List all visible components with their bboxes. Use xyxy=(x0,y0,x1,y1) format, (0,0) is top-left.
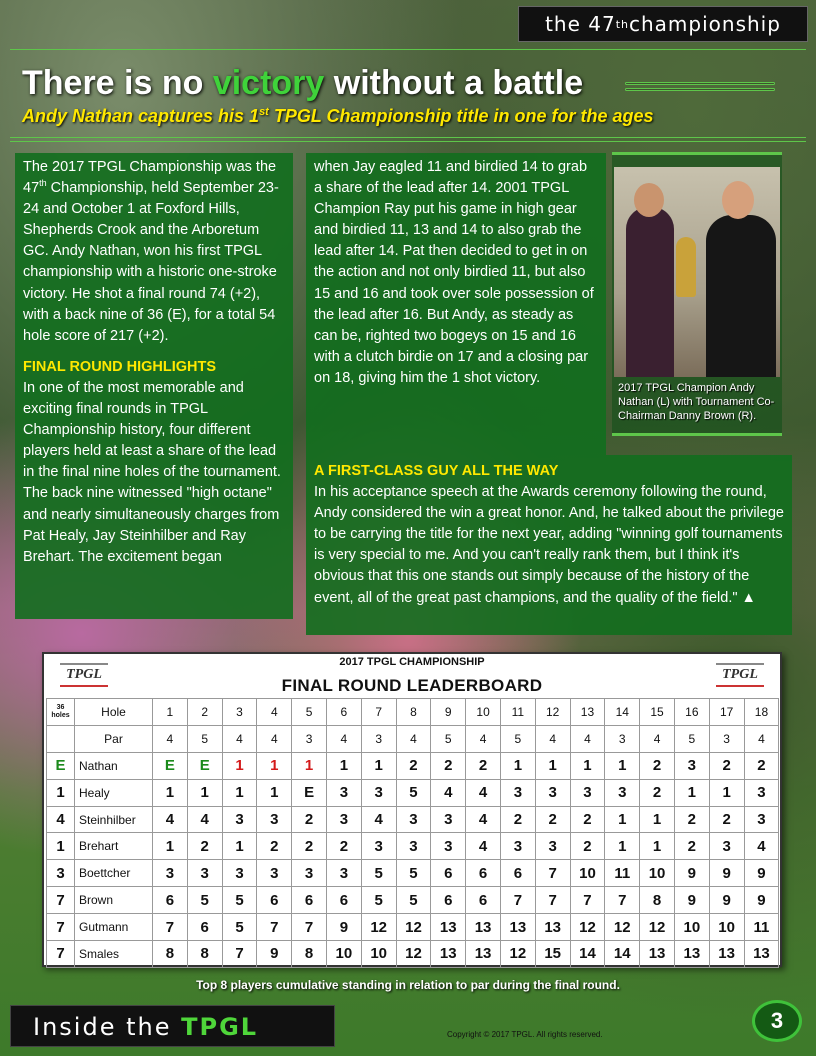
badge-text-end: championship xyxy=(629,12,781,36)
score-cell: 2 xyxy=(535,806,570,833)
score-cell: 7 xyxy=(153,914,188,941)
score-cell: 2 xyxy=(396,752,431,779)
score-cell: 1 xyxy=(361,752,396,779)
leaderboard-table xyxy=(46,698,779,968)
score-cell: 3 xyxy=(326,779,361,806)
top-divider xyxy=(10,49,806,50)
score-cell: 3 xyxy=(570,779,605,806)
score-cell: 7 xyxy=(292,914,327,941)
par-value: 4 xyxy=(744,725,779,752)
score-cell: 1 xyxy=(153,833,188,860)
score-cell: 10 xyxy=(361,941,396,968)
par-value: 4 xyxy=(535,725,570,752)
score-cell: 6 xyxy=(500,860,535,887)
par-value: 4 xyxy=(326,725,361,752)
score-cell: 13 xyxy=(431,914,466,941)
hole-number: 6 xyxy=(326,699,361,726)
score-cell: 3 xyxy=(326,806,361,833)
headline-part1: There is no xyxy=(22,64,213,102)
score-cell: 7 xyxy=(570,887,605,914)
hole-number: 1 xyxy=(153,699,188,726)
score-cell: 3 xyxy=(222,860,257,887)
player-row xyxy=(47,779,779,806)
article-column-2 xyxy=(306,153,606,455)
par-value: 3 xyxy=(709,725,744,752)
player-name: Boettcher xyxy=(75,860,153,887)
score-cell: 2 xyxy=(640,752,675,779)
score-cell: 5 xyxy=(222,914,257,941)
hole-row xyxy=(47,699,779,726)
player-row xyxy=(47,941,779,968)
hole-number: 18 xyxy=(744,699,779,726)
brand-banner xyxy=(10,1005,335,1047)
score-cell: 10 xyxy=(709,914,744,941)
score-cell: 4 xyxy=(466,779,501,806)
score-cell: 9 xyxy=(674,887,709,914)
score-cell: 3 xyxy=(500,833,535,860)
brand-highlight: TPGL xyxy=(181,1013,259,1041)
score-cell: 11 xyxy=(605,860,640,887)
start-position: 7 xyxy=(47,914,75,941)
score-cell: 3 xyxy=(396,833,431,860)
score-cell: 2 xyxy=(570,806,605,833)
score-cell: 3 xyxy=(187,860,222,887)
acceptance-paragraph: In his acceptance speech at the Awards ceremony following the round, Andy considered the win a great honor. And, he talked about the privilege to be carrying the title for the next year, adding "winning golf tournaments is very special to me. And you can't really rank them, but I think it's obvious that this one stands out simply because of the history of the event, all of the great past champions, and the quality of the field." ▲ xyxy=(314,484,784,606)
score-cell: 1 xyxy=(640,833,675,860)
continuation-paragraph: when Jay eagled 11 and birdied 14 to grab a share of the lead after 14. 2001 TPGL Champion Ray put his game in high gear and birdied 11, 13 and 14 to also grab the lead after 14. Pat then decided to get in on the action and not only birdied 11, but also 15 and 16 and took over sole possession of the lead after 16. But Andy, as steady as can be, righted two bogeys on 15 and 16 with a clutch birdie on 17 and a closing par on 18, giving him the 1 shot victory. xyxy=(314,159,594,386)
headline-decoration xyxy=(625,82,775,94)
score-cell: 2 xyxy=(326,833,361,860)
player-row xyxy=(47,914,779,941)
score-cell: 13 xyxy=(466,941,501,968)
score-cell: 3 xyxy=(326,860,361,887)
hole-number: 17 xyxy=(709,699,744,726)
score-cell: 9 xyxy=(709,887,744,914)
score-cell: 3 xyxy=(431,806,466,833)
score-cell: 12 xyxy=(361,914,396,941)
subhead-text-end: TPGL Championship title in one for the ages xyxy=(268,106,654,126)
hole-number: 12 xyxy=(535,699,570,726)
score-cell: 1 xyxy=(570,752,605,779)
start-position: 7 xyxy=(47,887,75,914)
leaderboard-title: 2017 TPGL CHAMPIONSHIP xyxy=(339,656,485,668)
score-cell: 9 xyxy=(326,914,361,941)
hole-label: Hole xyxy=(75,699,153,726)
score-cell: 1 xyxy=(605,806,640,833)
score-cell: 1 xyxy=(535,752,570,779)
score-cell: 5 xyxy=(222,887,257,914)
page-subheadline xyxy=(22,106,654,127)
score-cell: 10 xyxy=(640,860,675,887)
brand-text: Inside the xyxy=(33,1013,182,1041)
score-cell: 13 xyxy=(500,914,535,941)
score-cell: 13 xyxy=(744,941,779,968)
score-cell: 1 xyxy=(605,752,640,779)
leaderboard-footnote: Top 8 players cumulative standing in relation to par during the final round. xyxy=(196,978,620,992)
score-cell: 3 xyxy=(361,833,396,860)
score-cell: 15 xyxy=(535,941,570,968)
score-cell: 2 xyxy=(431,752,466,779)
score-cell: 2 xyxy=(500,806,535,833)
person-right xyxy=(706,215,776,377)
score-cell: 3 xyxy=(500,779,535,806)
par-value: 4 xyxy=(257,725,292,752)
photo-panel xyxy=(612,152,782,436)
hole-number: 3 xyxy=(222,699,257,726)
score-cell: 3 xyxy=(535,833,570,860)
copyright: Copyright © 2017 TPGL. All rights reserved. xyxy=(447,1030,603,1039)
score-cell: 5 xyxy=(396,860,431,887)
champion-photo xyxy=(614,167,780,377)
score-cell: 2 xyxy=(292,833,327,860)
section-heading-final-round: FINAL ROUND HIGHLIGHTS xyxy=(23,358,217,375)
score-cell: 2 xyxy=(187,833,222,860)
score-cell: 13 xyxy=(466,914,501,941)
score-cell: 11 xyxy=(744,914,779,941)
score-cell: 5 xyxy=(396,887,431,914)
leaderboard-subtitle: FINAL ROUND LEADERBOARD xyxy=(281,676,543,695)
score-cell: 3 xyxy=(744,779,779,806)
start-position: 1 xyxy=(47,833,75,860)
page-headline xyxy=(22,64,583,103)
score-cell: 1 xyxy=(187,779,222,806)
score-cell: 1 xyxy=(326,752,361,779)
start-position: 3 xyxy=(47,860,75,887)
score-cell: 3 xyxy=(292,860,327,887)
score-cell: 2 xyxy=(292,806,327,833)
score-cell: 14 xyxy=(570,941,605,968)
score-cell: 4 xyxy=(431,779,466,806)
person-right-head xyxy=(722,181,754,219)
player-name: Gutmann xyxy=(75,914,153,941)
person-left-head xyxy=(634,183,664,217)
intro-text: The 2017 TPGL Championship was the 47 xyxy=(23,159,277,197)
score-cell: 6 xyxy=(466,860,501,887)
score-cell: 2 xyxy=(674,833,709,860)
score-cell: 3 xyxy=(535,779,570,806)
start-position: 1 xyxy=(47,779,75,806)
score-cell: 1 xyxy=(640,806,675,833)
tpgl-logo-right: TPGL xyxy=(716,663,764,687)
hole-number: 10 xyxy=(466,699,501,726)
headline-highlight: victory xyxy=(212,64,325,102)
score-cell: 5 xyxy=(187,887,222,914)
par-value: 4 xyxy=(466,725,501,752)
score-cell: 9 xyxy=(744,887,779,914)
hole-number: 15 xyxy=(640,699,675,726)
badge-text: the 47 xyxy=(545,12,616,36)
score-cell: 5 xyxy=(361,887,396,914)
score-cell: 6 xyxy=(466,887,501,914)
score-cell: 12 xyxy=(396,941,431,968)
par-value: 4 xyxy=(153,725,188,752)
score-cell: 4 xyxy=(744,833,779,860)
score-cell: 1 xyxy=(709,779,744,806)
score-cell: 3 xyxy=(674,752,709,779)
hole-number: 13 xyxy=(570,699,605,726)
par-row xyxy=(47,725,779,752)
score-cell: 10 xyxy=(570,860,605,887)
hole-number: 7 xyxy=(361,699,396,726)
par-value: 4 xyxy=(396,725,431,752)
hole-number: 4 xyxy=(257,699,292,726)
score-cell: 12 xyxy=(640,914,675,941)
score-cell: 10 xyxy=(674,914,709,941)
score-cell: 2 xyxy=(570,833,605,860)
score-cell: 3 xyxy=(257,806,292,833)
headline-part3: without a battle xyxy=(324,64,584,102)
score-cell: 1 xyxy=(674,779,709,806)
score-cell: 2 xyxy=(709,806,744,833)
score-cell: 4 xyxy=(153,806,188,833)
player-name: Steinhilber xyxy=(75,806,153,833)
score-cell: 2 xyxy=(640,779,675,806)
score-cell: 12 xyxy=(500,941,535,968)
trophy xyxy=(676,237,696,297)
score-cell: 9 xyxy=(257,941,292,968)
score-cell: 5 xyxy=(361,860,396,887)
hole-number: 16 xyxy=(674,699,709,726)
score-cell: 3 xyxy=(222,806,257,833)
hole-number: 11 xyxy=(500,699,535,726)
score-cell: 2 xyxy=(674,806,709,833)
score-cell: 1 xyxy=(222,833,257,860)
intro-paragraph xyxy=(23,157,285,347)
score-cell: 9 xyxy=(709,860,744,887)
score-cell: 8 xyxy=(153,941,188,968)
score-cell: 7 xyxy=(257,914,292,941)
par-value: 3 xyxy=(361,725,396,752)
score-cell: 1 xyxy=(257,752,292,779)
par-value: 4 xyxy=(570,725,605,752)
score-cell: 2 xyxy=(744,752,779,779)
score-cell: 9 xyxy=(674,860,709,887)
hole-number: 14 xyxy=(605,699,640,726)
score-cell: 4 xyxy=(187,806,222,833)
score-cell: 3 xyxy=(605,779,640,806)
score-cell: 1 xyxy=(500,752,535,779)
score-cell: 3 xyxy=(709,833,744,860)
hole-number: 8 xyxy=(396,699,431,726)
score-cell: 6 xyxy=(292,887,327,914)
score-cell: 8 xyxy=(640,887,675,914)
score-cell: E xyxy=(153,752,188,779)
score-cell: 1 xyxy=(257,779,292,806)
score-cell: 3 xyxy=(431,833,466,860)
person-left xyxy=(626,207,674,377)
subhead-divider xyxy=(10,137,806,145)
final-round-paragraph: In one of the most memorable and exciting final rounds in TPGL Championship history, four different players held at least a share of the lead in the final nine holes of the tournament. The back nine witnessed "high octane" and nearly simultaneously charges from Pat Healy, Jay Steinhilber and Ray Brehart. The excitement began xyxy=(23,379,281,565)
score-cell: 6 xyxy=(257,887,292,914)
score-cell: 9 xyxy=(744,860,779,887)
score-cell: 6 xyxy=(431,860,466,887)
corner-label: 36 holes xyxy=(47,699,75,726)
player-name: Brown xyxy=(75,887,153,914)
start-position: E xyxy=(47,752,75,779)
par-value: 5 xyxy=(500,725,535,752)
player-row xyxy=(47,752,779,779)
score-cell: 4 xyxy=(361,806,396,833)
championship-badge xyxy=(518,6,808,42)
par-value: 4 xyxy=(222,725,257,752)
score-cell: 14 xyxy=(605,941,640,968)
player-row xyxy=(47,860,779,887)
section-heading-first-class: A FIRST-CLASS GUY ALL THE WAY xyxy=(314,463,559,479)
score-cell: 2 xyxy=(709,752,744,779)
score-cell: 3 xyxy=(153,860,188,887)
score-cell: 3 xyxy=(361,779,396,806)
score-cell: E xyxy=(187,752,222,779)
score-cell: 7 xyxy=(605,887,640,914)
score-cell: 12 xyxy=(570,914,605,941)
player-name: Healy xyxy=(75,779,153,806)
article-column-1 xyxy=(15,153,293,619)
start-position: 7 xyxy=(47,941,75,968)
score-cell: 13 xyxy=(431,941,466,968)
score-cell: 8 xyxy=(292,941,327,968)
par-value: 4 xyxy=(640,725,675,752)
score-cell: 7 xyxy=(222,941,257,968)
score-cell: 2 xyxy=(257,833,292,860)
par-value: 5 xyxy=(431,725,466,752)
score-cell: 13 xyxy=(640,941,675,968)
tpgl-logo-left: TPGL xyxy=(60,663,108,687)
score-cell: 12 xyxy=(605,914,640,941)
player-name: Nathan xyxy=(75,752,153,779)
score-cell: 4 xyxy=(466,806,501,833)
par-value: 3 xyxy=(605,725,640,752)
par-value: 5 xyxy=(674,725,709,752)
player-row xyxy=(47,887,779,914)
score-cell: 5 xyxy=(396,779,431,806)
score-cell: 6 xyxy=(187,914,222,941)
score-cell: 1 xyxy=(222,752,257,779)
photo-caption: 2017 TPGL Champion Andy Nathan (L) with Tournament Co-Chairman Danny Brown (R). xyxy=(618,382,775,422)
subhead-superscript: st xyxy=(259,106,269,118)
score-cell: 1 xyxy=(605,833,640,860)
article-column-3 xyxy=(306,455,792,635)
score-cell: 10 xyxy=(326,941,361,968)
score-cell: 13 xyxy=(535,914,570,941)
score-cell: 1 xyxy=(292,752,327,779)
player-name: Smales xyxy=(75,941,153,968)
hole-number: 2 xyxy=(187,699,222,726)
score-cell: 2 xyxy=(466,752,501,779)
player-name: Brehart xyxy=(75,833,153,860)
par-value: 3 xyxy=(292,725,327,752)
score-cell: 7 xyxy=(535,887,570,914)
score-cell: 1 xyxy=(153,779,188,806)
hole-number: 5 xyxy=(292,699,327,726)
score-cell: 3 xyxy=(744,806,779,833)
start-position: 4 xyxy=(47,806,75,833)
score-cell: 6 xyxy=(326,887,361,914)
score-cell: 3 xyxy=(257,860,292,887)
subhead-text: Andy Nathan captures his 1 xyxy=(22,106,260,126)
hole-number: 9 xyxy=(431,699,466,726)
score-cell: 3 xyxy=(396,806,431,833)
score-cell: 7 xyxy=(500,887,535,914)
score-cell: 7 xyxy=(535,860,570,887)
leaderboard xyxy=(42,652,782,967)
par-label: Par xyxy=(75,725,153,752)
intro-text-end: Championship, held September 23-24 and October 1 at Foxford Hills, Shepherds Crook and the Arboretum GC. Andy Nathan, won his first TPGL championship with a historic one-stroke victory. He shot a final round 74 (+2), with a back nine of 36 (E), for a total 54 hole score of 217 (+2). xyxy=(23,180,279,344)
score-cell: E xyxy=(292,779,327,806)
badge-superscript: th xyxy=(615,17,629,31)
empty-cell xyxy=(47,725,75,752)
score-cell: 8 xyxy=(187,941,222,968)
score-cell: 1 xyxy=(222,779,257,806)
intro-superscript: th xyxy=(39,178,47,189)
page-number: 3 xyxy=(752,1000,802,1042)
score-cell: 6 xyxy=(431,887,466,914)
score-cell: 4 xyxy=(466,833,501,860)
score-cell: 6 xyxy=(153,887,188,914)
player-row xyxy=(47,806,779,833)
score-cell: 13 xyxy=(709,941,744,968)
player-row xyxy=(47,833,779,860)
score-cell: 13 xyxy=(674,941,709,968)
par-value: 5 xyxy=(187,725,222,752)
score-cell: 12 xyxy=(396,914,431,941)
